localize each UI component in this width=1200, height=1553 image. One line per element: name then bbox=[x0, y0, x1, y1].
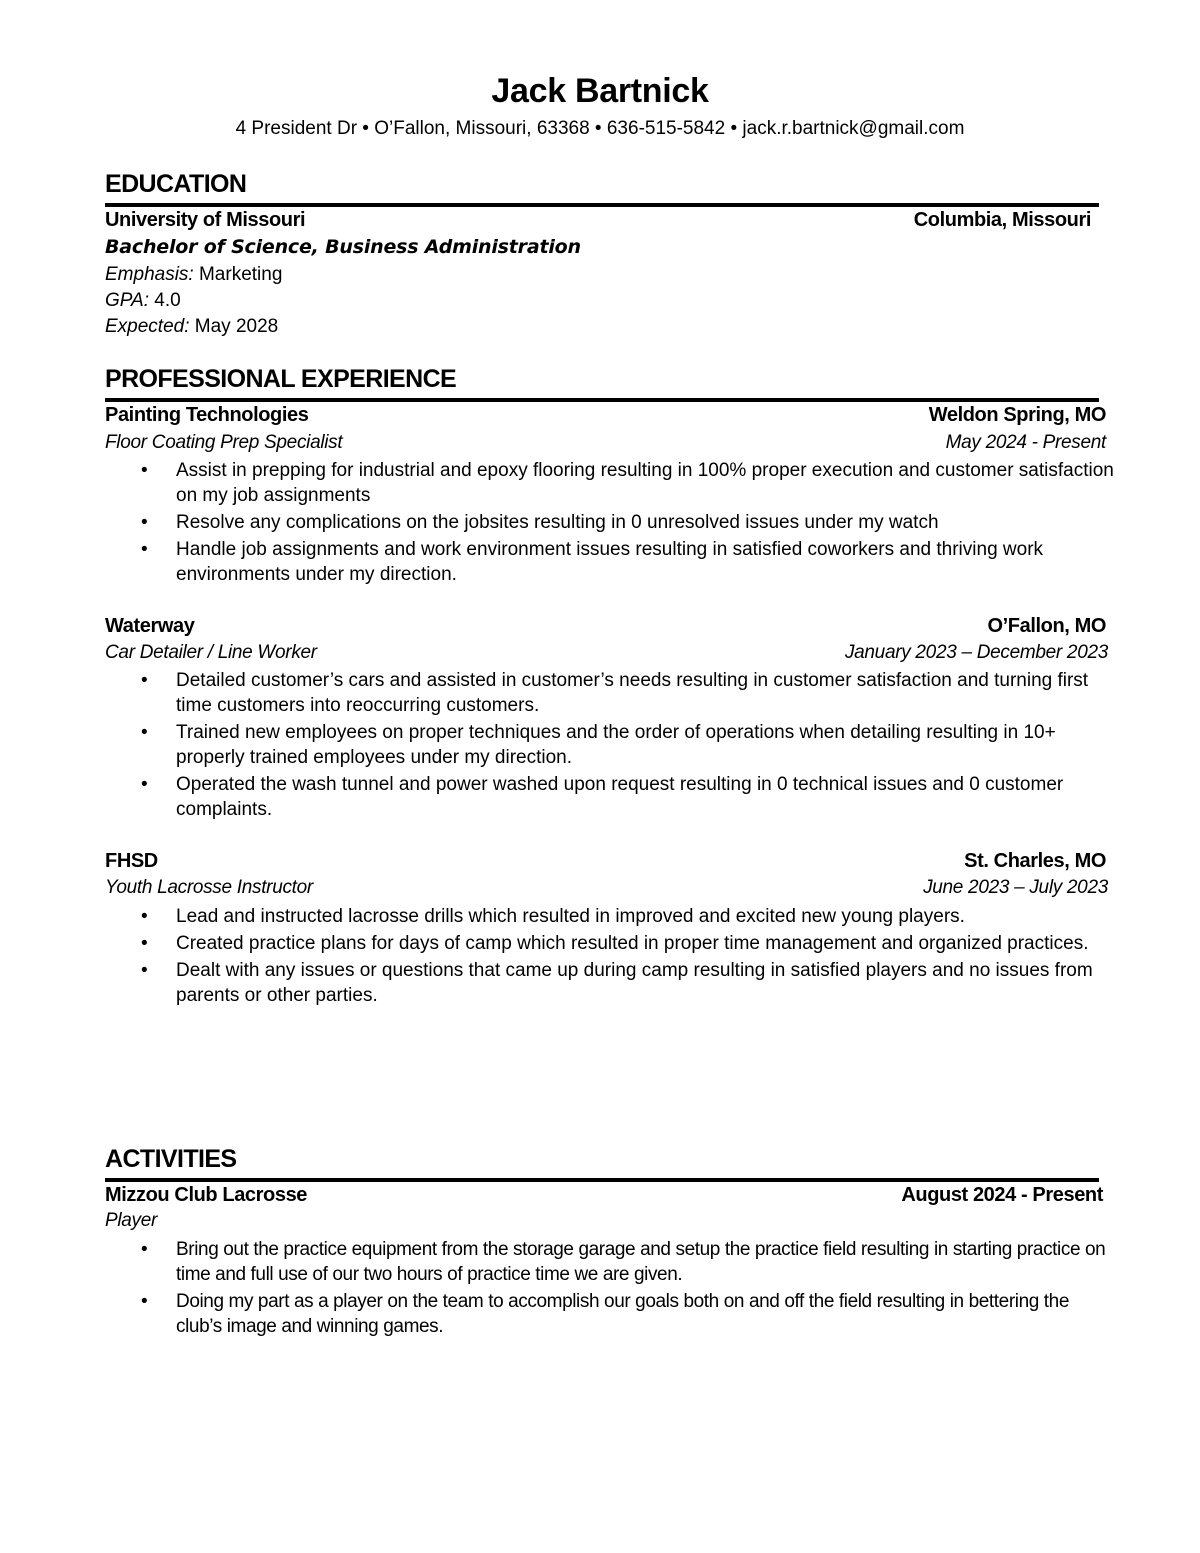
applicant-name: Jack Bartnick bbox=[491, 72, 709, 110]
job-role-row bbox=[105, 642, 1108, 664]
job-header-row bbox=[105, 404, 1106, 427]
activity-role-row bbox=[105, 1210, 1108, 1232]
bullet-icon: • bbox=[141, 933, 148, 954]
job-header-row bbox=[105, 850, 1106, 873]
expected-line bbox=[105, 316, 278, 338]
list-item bbox=[105, 720, 1115, 770]
job-header-row bbox=[105, 615, 1106, 638]
job-role: Youth Lacrosse Instructor bbox=[105, 877, 313, 898]
job-bullets bbox=[105, 458, 1115, 589]
list-item bbox=[105, 537, 1115, 587]
gpa-label: GPA: bbox=[105, 290, 149, 311]
job-role: Floor Coating Prep Specialist bbox=[105, 432, 343, 453]
bullet-icon: • bbox=[141, 906, 148, 927]
bullet-text: Lead and instructed lacrosse drills which resulted in improved and excited new young players. bbox=[176, 906, 965, 927]
bullet-icon: • bbox=[141, 512, 148, 533]
list-item bbox=[105, 668, 1115, 718]
bullet-text: Bring out the practice equipment from the storage garage and setup the practice field resulting in starting practice on time and full use of our two hours of practice time we are given. bbox=[176, 1239, 1106, 1285]
job-role-row bbox=[105, 432, 1106, 454]
activity-bullets bbox=[105, 1237, 1115, 1341]
bullet-icon: • bbox=[141, 774, 148, 795]
job-bullets bbox=[105, 668, 1115, 824]
list-item bbox=[105, 510, 1115, 535]
list-item bbox=[105, 1237, 1115, 1287]
bullet-icon: • bbox=[141, 539, 148, 560]
list-item bbox=[105, 1289, 1115, 1339]
job-bullets bbox=[105, 904, 1115, 1010]
job-role: Car Detailer / Line Worker bbox=[105, 642, 317, 663]
bullet-text: Detailed customer’s cars and assisted in customer’s needs resulting in customer satisfaction and turning first time customers into reoccurring customers. bbox=[176, 670, 1089, 716]
bullet-text: Resolve any complications on the jobsites resulting in 0 unresolved issues under my watch bbox=[176, 512, 939, 533]
expected-label: Expected: bbox=[105, 316, 190, 337]
bullet-icon: • bbox=[141, 1239, 148, 1260]
degree: Bachelor of Science, Business Administration bbox=[105, 236, 581, 258]
emphasis-value: Marketing bbox=[193, 264, 283, 285]
job-location: St. Charles, MO bbox=[964, 850, 1106, 872]
experience-divider bbox=[105, 398, 1099, 402]
activities-divider bbox=[105, 1178, 1099, 1182]
job-dates: June 2023 – July 2023 bbox=[923, 877, 1108, 898]
job-org: Painting Technologies bbox=[105, 404, 309, 426]
job-dates: May 2024 - Present bbox=[945, 432, 1106, 453]
contact-line: 4 President Dr • O’Fallon, Missouri, 63368 • 636-515-5842 • jack.r.bartnick@gmail.com bbox=[235, 118, 965, 139]
bullet-text: Dealt with any issues or questions that came up during camp resulting in satisfied players and no issues from parents or other parties. bbox=[176, 960, 1093, 1006]
job-org: Waterway bbox=[105, 615, 195, 637]
gpa-value: 4.0 bbox=[149, 290, 181, 311]
bullet-text: Handle job assignments and work environment issues resulting in satisfied coworkers and thriving work environments under my direction. bbox=[176, 539, 1044, 585]
school-name: University of Missouri bbox=[105, 209, 306, 231]
bullet-text: Trained new employees on proper techniques and the order of operations when detailing resulting in 10+ properly trained employees under my direction. bbox=[176, 722, 1056, 768]
job-org: FHSD bbox=[105, 850, 158, 872]
bullet-text: Doing my part as a player on the team to accomplish our goals both on and off the field resulting in bettering the club’s image and winning games. bbox=[176, 1291, 1069, 1337]
activity-header-row bbox=[105, 1184, 1103, 1207]
expected-value: May 2028 bbox=[189, 316, 279, 337]
list-item bbox=[105, 772, 1115, 822]
gpa-line bbox=[105, 290, 181, 312]
list-item bbox=[105, 458, 1115, 508]
emphasis-label: Emphasis: bbox=[105, 264, 194, 285]
bullet-icon: • bbox=[141, 670, 148, 691]
activity-role: Player bbox=[105, 1210, 158, 1231]
bullet-icon: • bbox=[141, 460, 148, 481]
activities-heading: ACTIVITIES bbox=[105, 1145, 237, 1173]
job-dates: January 2023 – December 2023 bbox=[844, 642, 1108, 663]
education-divider bbox=[105, 203, 1099, 207]
bullet-text: Created practice plans for days of camp which resulted in proper time management and organized practices. bbox=[176, 933, 1089, 954]
job-role-row bbox=[105, 877, 1108, 899]
education-heading: EDUCATION bbox=[105, 170, 247, 198]
activity-org: Mizzou Club Lacrosse bbox=[105, 1184, 308, 1206]
school-location: Columbia, Missouri bbox=[913, 209, 1091, 231]
list-item bbox=[105, 958, 1115, 1008]
experience-heading: PROFESSIONAL EXPERIENCE bbox=[105, 365, 457, 393]
list-item bbox=[105, 904, 1115, 929]
education-school-row bbox=[105, 209, 1091, 232]
job-location: Weldon Spring, MO bbox=[928, 404, 1106, 426]
activity-dates: August 2024 - Present bbox=[901, 1184, 1103, 1206]
emphasis-line bbox=[105, 264, 282, 286]
bullet-icon: • bbox=[141, 1291, 148, 1312]
bullet-icon: • bbox=[141, 722, 148, 743]
list-item bbox=[105, 931, 1115, 956]
bullet-text: Operated the wash tunnel and power washed upon request resulting in 0 technical issues and 0 customer complaints. bbox=[176, 774, 1064, 820]
bullet-text: Assist in prepping for industrial and epoxy flooring resulting in 100% proper execution and customer satisfaction on my job assignments bbox=[176, 460, 1114, 506]
bullet-icon: • bbox=[141, 960, 148, 981]
job-location: O’Fallon, MO bbox=[987, 615, 1106, 637]
